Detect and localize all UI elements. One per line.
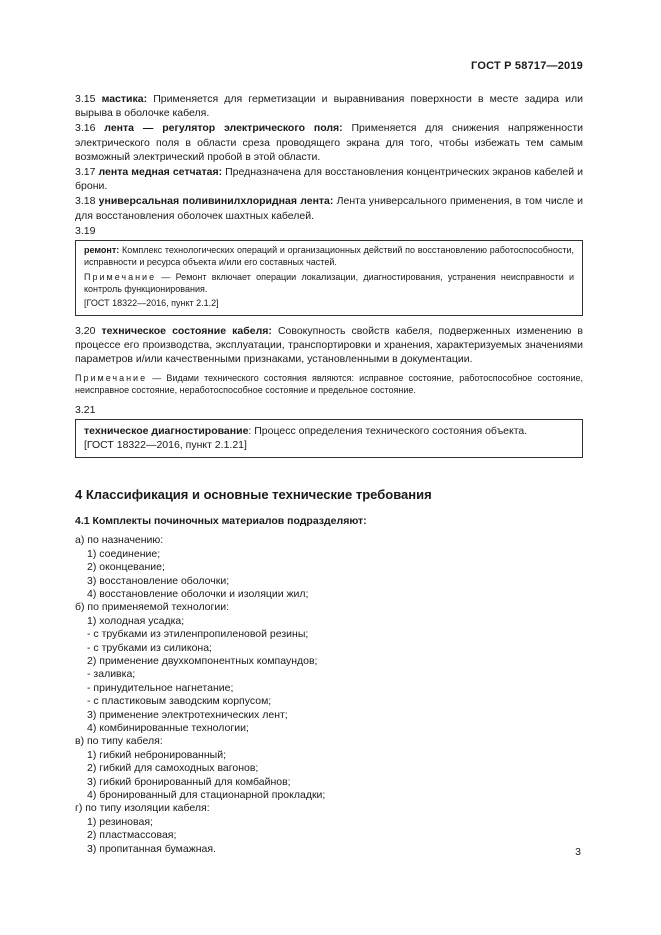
term-3-17 [75,165,583,193]
term-text: Совокупность свойств кабеля, подверженных изменению в процессе его производства, эксплуатации, транспортировки и хранения, характеризуемых значениями параметров и/или качественными признаками, установленными в документации. [75,324,583,365]
list-item: 3) гибкий бронированный для комбайнов; [87,775,291,788]
list-item: 4) бронированный для стационарной прокладки; [87,789,326,802]
list-item: 1) гибкий небронированный; [87,748,226,761]
list-item: 1) резиновая; [87,815,153,828]
list-group-heading: б) по применяемой технологии: [75,601,230,614]
note-label: Примечание [75,373,148,384]
term-number: 3.15 [75,93,96,105]
section-heading: 4 Классификация и основные технические требования [75,486,432,502]
term-text: Применяется для герметизации и выравнивания поверхности в месте задира или вырыва в оболочке кабеля. [75,93,583,120]
term-3-18 [75,194,583,222]
term-title: лента медная сетчатая: [98,166,223,179]
term-note [84,271,574,296]
list-item: 1) холодная усадка; [87,614,185,627]
term-number: 3.20 [75,324,96,337]
term-title: ремонт: [84,245,120,256]
term-3-16 [75,121,583,164]
document-header-id: ГОСТ Р 58717—2019 [471,60,583,72]
term-number: 3.18 [75,195,96,208]
term-title: мастика: [101,93,148,105]
list-subitem: - с трубками из этиленпропиленовой резины; [87,628,309,641]
term-note-3-20 [75,372,583,397]
list-item: 4) комбинированные технологии; [87,722,249,735]
term-number: 3.16 [75,122,96,135]
term-reference: [ГОСТ 18322—2016, пункт 2.1.2] [84,298,219,309]
term-number: 3.17 [75,166,96,179]
list-item: 3) восстановление оболочки; [87,574,230,587]
list-item: 3) пропитанная бумажная. [87,842,216,855]
list-subitem: - принудительное нагнетание; [87,681,234,694]
term-number-3-21: 3.21 [75,403,96,416]
term-text: Лента универсального применения, в том числе и для восстановления оболочек шахтных кабелей. [75,195,583,222]
term-text: Предназначена для восстановления концентрических экранов кабелей и брони. [75,166,583,193]
term-title: лента — регулятор электрического поля: [104,122,343,135]
term-text: : Процесс определения технического состояния объекта. [248,424,528,437]
term-number-3-19: 3.19 [75,224,96,237]
subsection-heading: 4.1 Комплекты починочных материалов подразделяют: [75,515,367,528]
page-number: 3 [575,846,581,858]
document-body [75,92,583,856]
list-item: 3) применение электротехнических лент; [87,708,288,721]
list-group-heading: г) по типу изоляции кабеля: [75,802,210,815]
term-box-3-19 [75,240,583,315]
term-box-3-21 [75,419,583,458]
list-item: 2) применение двухкомпонентных компаундов; [87,654,318,667]
term-definition [84,244,574,269]
term-definition [84,424,574,439]
note-text: — Видами технического состояния являются: исправное состояние, работоспособное состояние, неисправное состояние, неработоспособное состояние и предельное состояние. [75,373,583,396]
note-text: — Ремонт включает операции локализации, диагностирования, устранения неисправности и контроль функционирования. [84,271,574,294]
list-item: 2) пластмассовая; [87,829,177,842]
list-subitem: - с трубками из силикона; [87,641,212,654]
list-subitem: - с пластиковым заводским корпусом; [87,695,272,708]
term-text: Применяется для снижения напряженности электрического поля в области среза проводящего экрана для того, чтобы избежать тем самым возможный электрический пробой в этой области. [75,122,583,163]
term-title: универсальная поливинилхлоридная лента: [98,195,334,208]
list-item: 2) оконцевание; [87,561,165,574]
note-label: Примечание [84,271,157,282]
list-group-heading: в) по типу кабеля: [75,735,163,748]
term-title: техническое состояние кабеля: [101,324,272,337]
list-subitem: - заливка; [87,668,136,681]
term-3-20 [75,324,583,367]
list-group-heading: а) по назначению: [75,534,164,547]
list-item: 1) соединение; [87,547,161,560]
list-item: 2) гибкий для самоходных вагонов; [87,762,259,775]
term-reference: [ГОСТ 18322—2016, пункт 2.1.21] [84,439,247,452]
term-text: Комплекс технологических операций и организационных действий по восстановлению работоспособности, исправности и ресурса объекта и/или его составных частей. [84,245,574,268]
term-title: техническое диагностирование [84,424,249,437]
term-3-15 [75,92,583,120]
list-item: 4) восстановление оболочки и изоляции жил; [87,587,309,600]
classification-list [75,534,583,856]
